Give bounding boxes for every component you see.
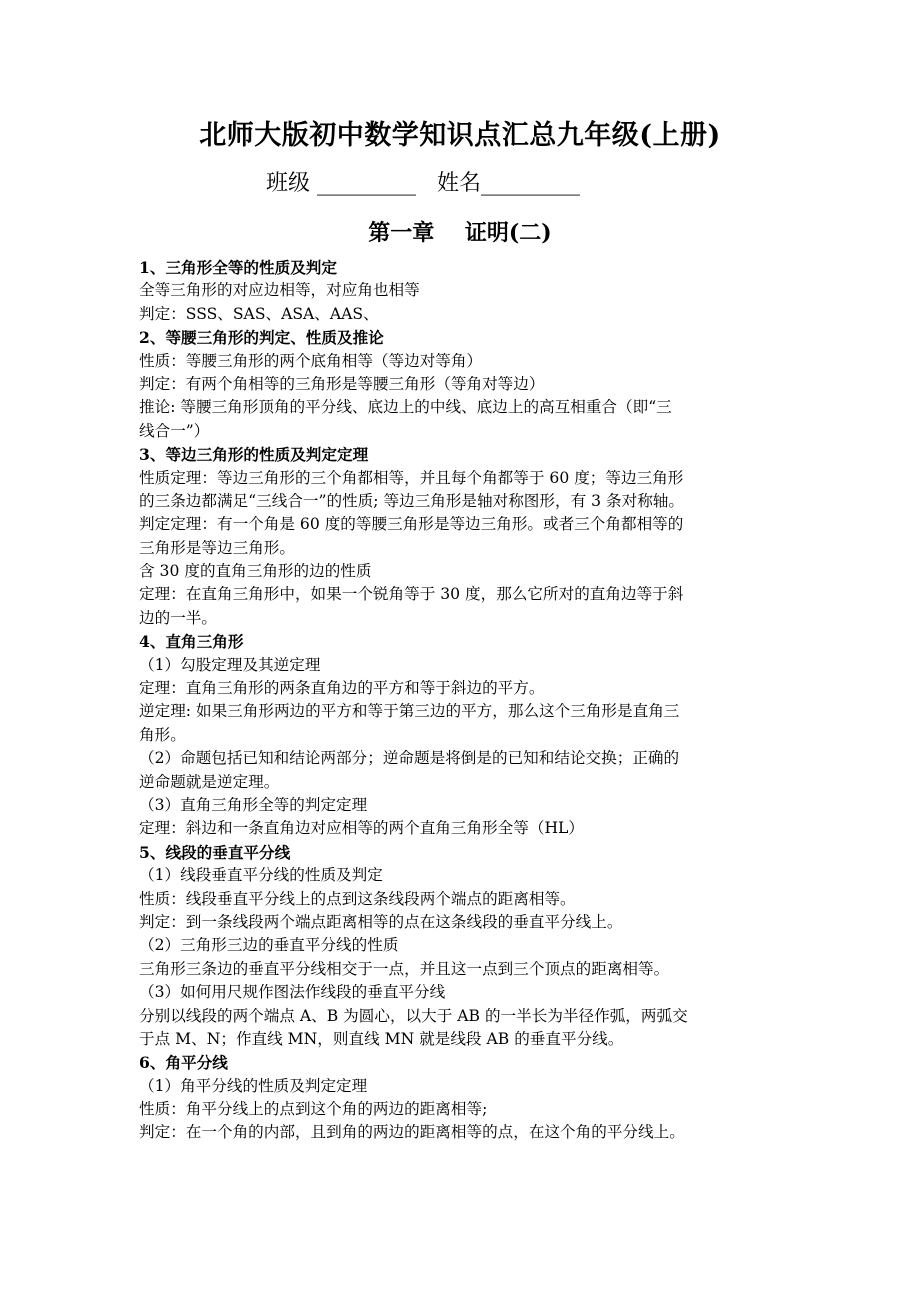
text-line: 推论: 等腰三角形顶角的平分线、底边上的中线、底边上的高互相重合（即“三 [139, 398, 672, 417]
text-line: 逆命题就是逆定理。 [139, 772, 280, 791]
text-line: （2）命题包括已知和结论两部分；逆命题是将倒是的已知和结论交换；正确的 [139, 749, 680, 768]
section-heading: 3、等边三角形的性质及判定定理 [139, 445, 369, 465]
section-heading: 1、三角形全等的性质及判定 [139, 258, 337, 277]
text-line: 判定：在一个角的内部，且到角的两边的距离相等的点，在这个角的平分线上。 [139, 1123, 685, 1142]
text-line: 于点 M、N；作直线 MN，则直线 MN 就是线段 AB 的垂直平分线。 [139, 1029, 624, 1048]
text-line: 分别以线段的两个端点 A、B 为圆心，以大于 AB 的一半长为半径作弧，两弧交 [139, 1006, 688, 1025]
text-line: 性质：等腰三角形的两个底角相等（等边对等角） [139, 351, 483, 370]
class-name-line: 班级 _________ 姓名_________ [266, 171, 580, 196]
section-heading: 6、角平分线 [139, 1053, 228, 1073]
section-heading: 5、线段的垂直平分线 [139, 842, 291, 862]
text-line: 性质：线段垂直平分线上的点到这条线段两个端点的距离相等。 [139, 889, 576, 908]
section-heading: 4、直角三角形 [139, 632, 244, 652]
text-line: 边的一半。 [139, 608, 217, 627]
text-line: 定理：直角三角形的两条直角边的平方和等于斜边的平方。 [139, 679, 545, 698]
chapter-heading: 第一章 证明(二) [368, 220, 552, 246]
document-title: 北师大版初中数学知识点汇总九年级(上册) [199, 120, 721, 151]
text-line: 性质：角平分线上的点到这个角的两边的距离相等; [139, 1100, 488, 1119]
text-line: （2）三角形三边的垂直平分线的性质 [139, 936, 399, 955]
text-line: 判定：有两个角相等的三角形是等腰三角形（等角对等边） [139, 374, 545, 393]
text-line: 全等三角形的对应边相等，对应角也相等 [139, 281, 420, 300]
section-heading: 2、等腰三角形的判定、性质及推论 [139, 328, 384, 348]
text-line: 性质定理：等边三角形的三个角都相等，并且每个角都等于 60 度；等边三角形 [139, 468, 684, 487]
text-line: 判定：SSS、SAS、ASA、AAS、 [139, 304, 379, 323]
text-line: 的三条边都满足“三线合一”的性质; 等边三角形是轴对称图形，有 3 条对称轴。 [139, 491, 684, 510]
text-line: （3）直角三角形全等的判定定理 [139, 795, 368, 814]
text-line: （3）如何用尺规作图法作线段的垂直平分线 [139, 983, 446, 1002]
text-line: 角形。 [139, 725, 186, 744]
text-line: 判定：到一条线段两个端点距离相等的点在这条线段的垂直平分线上。 [139, 912, 623, 931]
document-body [139, 256, 784, 1145]
text-line: 定理：在直角三角形中，如果一个锐角等于 30 度，那么它所对的直角边等于斜 [139, 585, 684, 604]
text-line: 判定定理：有一个角是 60 度的等腰三角形是等边三角形。或者三个角都相等的 [139, 515, 684, 534]
text-line: （1）线段垂直平分线的性质及判定 [139, 866, 383, 885]
text-line: （1）角平分线的性质及判定定理 [139, 1076, 368, 1095]
text-line: 逆定理: 如果三角形两边的平方和等于第三边的平方，那么这个三角形是直角三 [139, 702, 680, 721]
text-line: 三角形是等边三角形。 [139, 538, 295, 557]
text-line: 含 30 度的直角三角形的边的性质 [139, 562, 372, 581]
text-line: 三角形三条边的垂直平分线相交于一点，并且这一点到三个顶点的距离相等。 [139, 959, 670, 978]
text-line: 线合一”） [139, 421, 210, 440]
text-line: 定理：斜边和一条直角边对应相等的两个直角三角形全等（HL） [139, 819, 584, 838]
text-line: （1）勾股定理及其逆定理 [139, 655, 321, 674]
